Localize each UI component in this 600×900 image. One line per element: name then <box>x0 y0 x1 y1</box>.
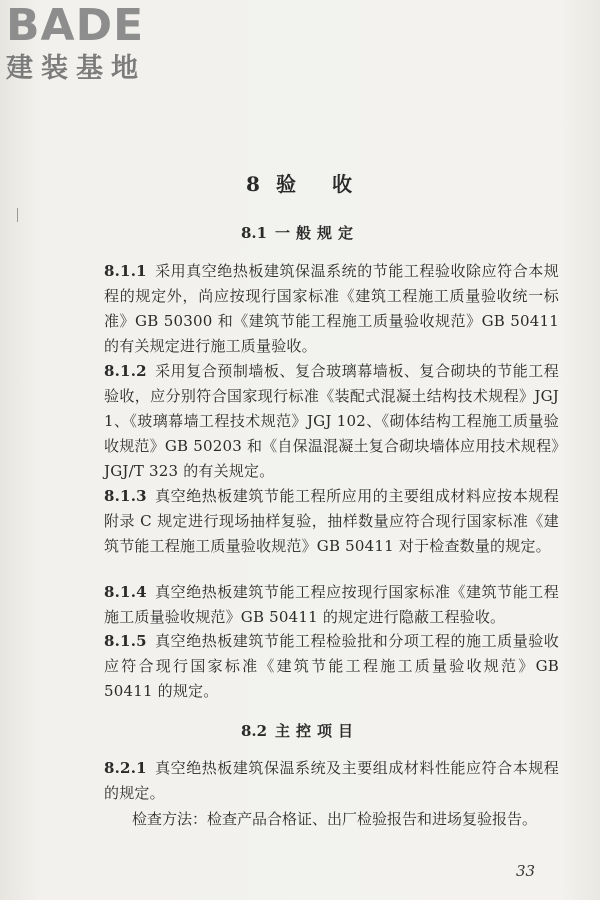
clause-number: 8.2.1 <box>104 759 147 777</box>
chapter-number: 8 <box>246 172 262 196</box>
section-heading-8-2 <box>0 720 600 741</box>
chapter-title <box>0 168 600 197</box>
margin-mark <box>17 208 18 222</box>
section-heading-8-1 <box>0 222 600 243</box>
chapter-title-part2: 收 <box>331 172 354 196</box>
clause-text: 真空绝热板建筑保温系统及主要组成材料性能应符合本规程的规定。 <box>104 759 559 802</box>
clause-text: 采用复合预制墙板、复合玻璃幕墙板、复合砌块的节能工程验收，应分别符合国家现行标准《装配式混凝土结构技术规程》JGJ 1、《玻璃幕墙工程技术规范》JGJ 102、《砌体结构工程施工质量验收规范》GB 50203 和《自保温混凝土复合砌块墙体应用技术规程》JGJ/T 323 的有关规定。 <box>104 362 559 480</box>
logo-subtitle: 建装基地 <box>6 53 146 84</box>
page-number: 33 <box>516 862 536 880</box>
clause-number: 8.1.5 <box>104 632 147 650</box>
clause-8-1-1 <box>104 259 559 359</box>
clause-text: 真空绝热板建筑节能工程检验批和分项工程的施工质量验收应符合现行国家标准《建筑节能工程施工质量验收规范》GB 50411 的规定。 <box>104 632 559 700</box>
clause-text: 真空绝热板建筑节能工程所应用的主要组成材料应按本规程附录 C 规定进行现场抽样复验，抽样数量应符合现行国家标准《建筑节能工程施工质量验收规范》GB 50411 对于检查数量的规定。 <box>104 487 559 555</box>
clause-text: 真空绝热板建筑节能工程应按现行国家标准《建筑节能工程施工质量验收规范》GB 50411 的规定进行隐蔽工程验收。 <box>104 583 559 626</box>
chapter-title-part1: 验 <box>275 172 298 196</box>
clause-8-2-1 <box>104 756 559 806</box>
clause-number: 8.1.3 <box>104 487 147 505</box>
section-title: 主控项目 <box>275 722 360 740</box>
section-title: 一般规定 <box>275 224 360 242</box>
clause-number: 8.1.1 <box>104 262 147 280</box>
logo-mark: BADE <box>6 0 145 51</box>
clause-8-1-2 <box>104 359 559 484</box>
clause-number: 8.1.4 <box>104 583 147 601</box>
section-number: 8.2 <box>240 722 268 740</box>
clause-number: 8.1.2 <box>104 362 147 380</box>
clause-8-1-4 <box>104 580 559 630</box>
section-number: 8.1 <box>240 224 268 242</box>
clause-8-1-5 <box>104 629 559 704</box>
inspection-method: 检查方法：检查产品合格证、出厂检验报告和进场复验报告。 <box>132 810 538 828</box>
bade-logo <box>6 0 176 84</box>
clause-8-1-3 <box>104 484 559 559</box>
clause-text: 采用真空绝热板建筑保温系统的节能工程验收除应符合本规程的规定外，尚应按现行国家标准《建筑工程施工质量验收统一标准》GB 50300 和《建筑节能工程施工质量验收规范》GB 50411 的有关规定进行施工质量验收。 <box>104 262 559 355</box>
